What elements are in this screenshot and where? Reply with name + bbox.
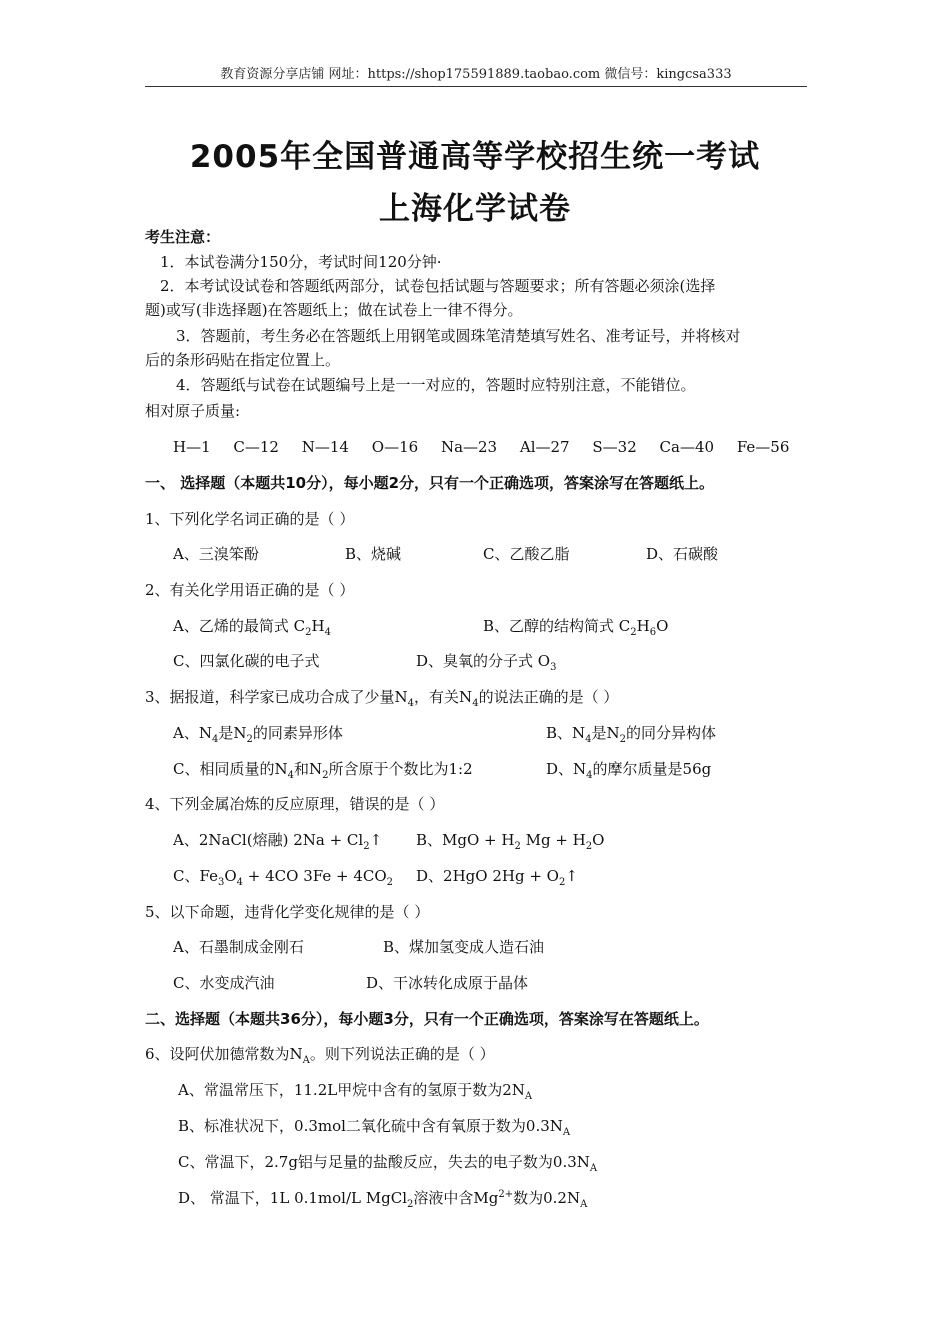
atomic-mass-item: C—12 — [233, 438, 279, 456]
question-2-option-d: D、臭氧的分子式 $O_3$ — [416, 652, 557, 673]
question-4-option-a: A、2NaCl(熔融) $2Na + Cl_2↑$ — [173, 831, 383, 852]
atomic-mass-item: Ca—40 — [659, 438, 715, 456]
question-2-option-c: C、四氯化碳的电子式 — [173, 652, 320, 670]
question-3-option-b: B、$N_4$是$N_2$的同分异构体 — [546, 724, 717, 745]
question-1-option-d: D、石碳酸 — [646, 545, 719, 563]
atomic-mass-item: S—32 — [592, 438, 637, 456]
atomic-mass-item: N—14 — [301, 438, 349, 456]
question-1-option-a: A、三溴笨酚 — [173, 545, 259, 563]
question-2-option-a: A、乙烯的最简式 $C_2H_4$ — [173, 617, 331, 638]
question-1-option-c: C、乙酸乙脂 — [483, 545, 570, 563]
question-4-option-d: D、2HgO $2Hg + O_2↑$ — [416, 867, 578, 888]
question-4-option-c: C、$Fe_3O_4 + 4CO$ $3Fe + 4CO_2$ — [173, 867, 394, 888]
atomic-mass-item: Al—27 — [519, 438, 570, 456]
atomic-mass-item: Fe—56 — [736, 438, 790, 456]
question-5-stem: 5、以下命题，违背化学变化规律的是（ ） — [145, 903, 430, 921]
notice-item-2b: 题)或写(非选择题)在答题纸上；做在试卷上一律不得分。 — [145, 301, 523, 319]
question-2-option-b: B、乙醇的结构简式 $C_2H_6O$ — [483, 617, 669, 638]
atomic-mass-label: 相对原子质量: — [145, 402, 241, 420]
notice-item-2a: 2．本考试设试卷和答题纸两部分，试卷包括试题与答题要求；所有答题必须涂(选择 — [160, 277, 716, 295]
question-6-option-c: C、常温下，2.7g铝与足量的盐酸反应，失去的电子数为$0.3N_A$ — [178, 1153, 598, 1174]
atomic-mass-item: Na—23 — [440, 438, 498, 456]
question-5-option-d: D、干冰转化成原于晶体 — [366, 974, 529, 992]
page-header: 教育资源分享店铺 网址：https://shop175591889.taobao.com 微信号：kingcsa333 — [220, 67, 732, 82]
exam-subtitle: 上海化学试卷 — [379, 191, 571, 227]
notice-item-3b: 后的条形码贴在指定位置上。 — [145, 351, 341, 369]
question-6-option-b: B、标准状况下，0.3mol二氧化硫中含有氧原于数为$0.3N_A$ — [178, 1117, 571, 1138]
question-1-stem: 1、下列化学名词正确的是（ ） — [145, 510, 355, 528]
notice-item-1: 1．本试卷满分150分，考试时间120分钟· — [160, 253, 442, 271]
question-4-option-b: B、MgO + $H_2$ $Mg + H_2O$ — [416, 831, 605, 852]
question-6-stem: 6、设阿伏加德常数为$N_A$。则下列说法正确的是（ ） — [145, 1045, 495, 1066]
question-3-option-d: D、$N_4$的摩尔质量是56g — [546, 760, 712, 781]
question-5-option-b: B、煤加氢变成人造石油 — [383, 938, 545, 956]
notice-heading: 考生注意： — [145, 228, 221, 246]
question-5-option-c: C、水变成汽油 — [173, 974, 275, 992]
atomic-mass-item: O—16 — [371, 438, 419, 456]
section-1-heading: 一、 选择题（本题共10分），每小题2分，只有一个正确选项，答案涂写在答题纸上。 — [145, 474, 715, 492]
atomic-mass-item: H—1 — [173, 438, 211, 456]
question-1-option-b: B、烧碱 — [345, 545, 402, 563]
question-3-stem: 3、据报道，科学家已成功合成了少量$N_4$，有关$N_4$的说法正确的是（ ） — [145, 688, 619, 709]
atomic-mass-list — [173, 436, 807, 458]
header-divider — [145, 86, 807, 87]
section-2-heading: 二、选择题（本题共36分），每小题3分，只有一个正确选项，答案涂写在答题纸上。 — [145, 1010, 709, 1028]
question-5-option-a: A、石墨制成金刚石 — [173, 938, 304, 956]
question-6-option-a: A、常温常压下，11.2L甲烷中含有的氢原于数为$2N_A$ — [178, 1081, 533, 1102]
question-3-option-c: C、相同质量的$N_4$和$N_2$所含原于个数比为1:2 — [173, 760, 473, 781]
question-6-option-d: D、 常温下，1L 0.1mol/L MgCl$_2$溶液中含$Mg^{2+}$数为$0.2N_A$ — [178, 1189, 588, 1210]
question-2-stem: 2、有关化学用语正确的是（ ） — [145, 581, 355, 599]
exam-title: 2005年全国普通高等学校招生统一考试 — [189, 139, 761, 175]
question-4-stem: 4、下列金属冶炼的反应原理，错误的是（ ） — [145, 795, 445, 813]
question-3-option-a: A、$N_4$是$N_2$的同素异形体 — [173, 724, 343, 745]
notice-item-3a: 3．答题前，考生务必在答题纸上用钢笔或圆珠笔清楚填写姓名、准考证号，并将核对 — [176, 327, 741, 345]
notice-item-4: 4．答题纸与试卷在试题编号上是一一对应的，答题时应特别注意，不能错位。 — [176, 376, 696, 394]
